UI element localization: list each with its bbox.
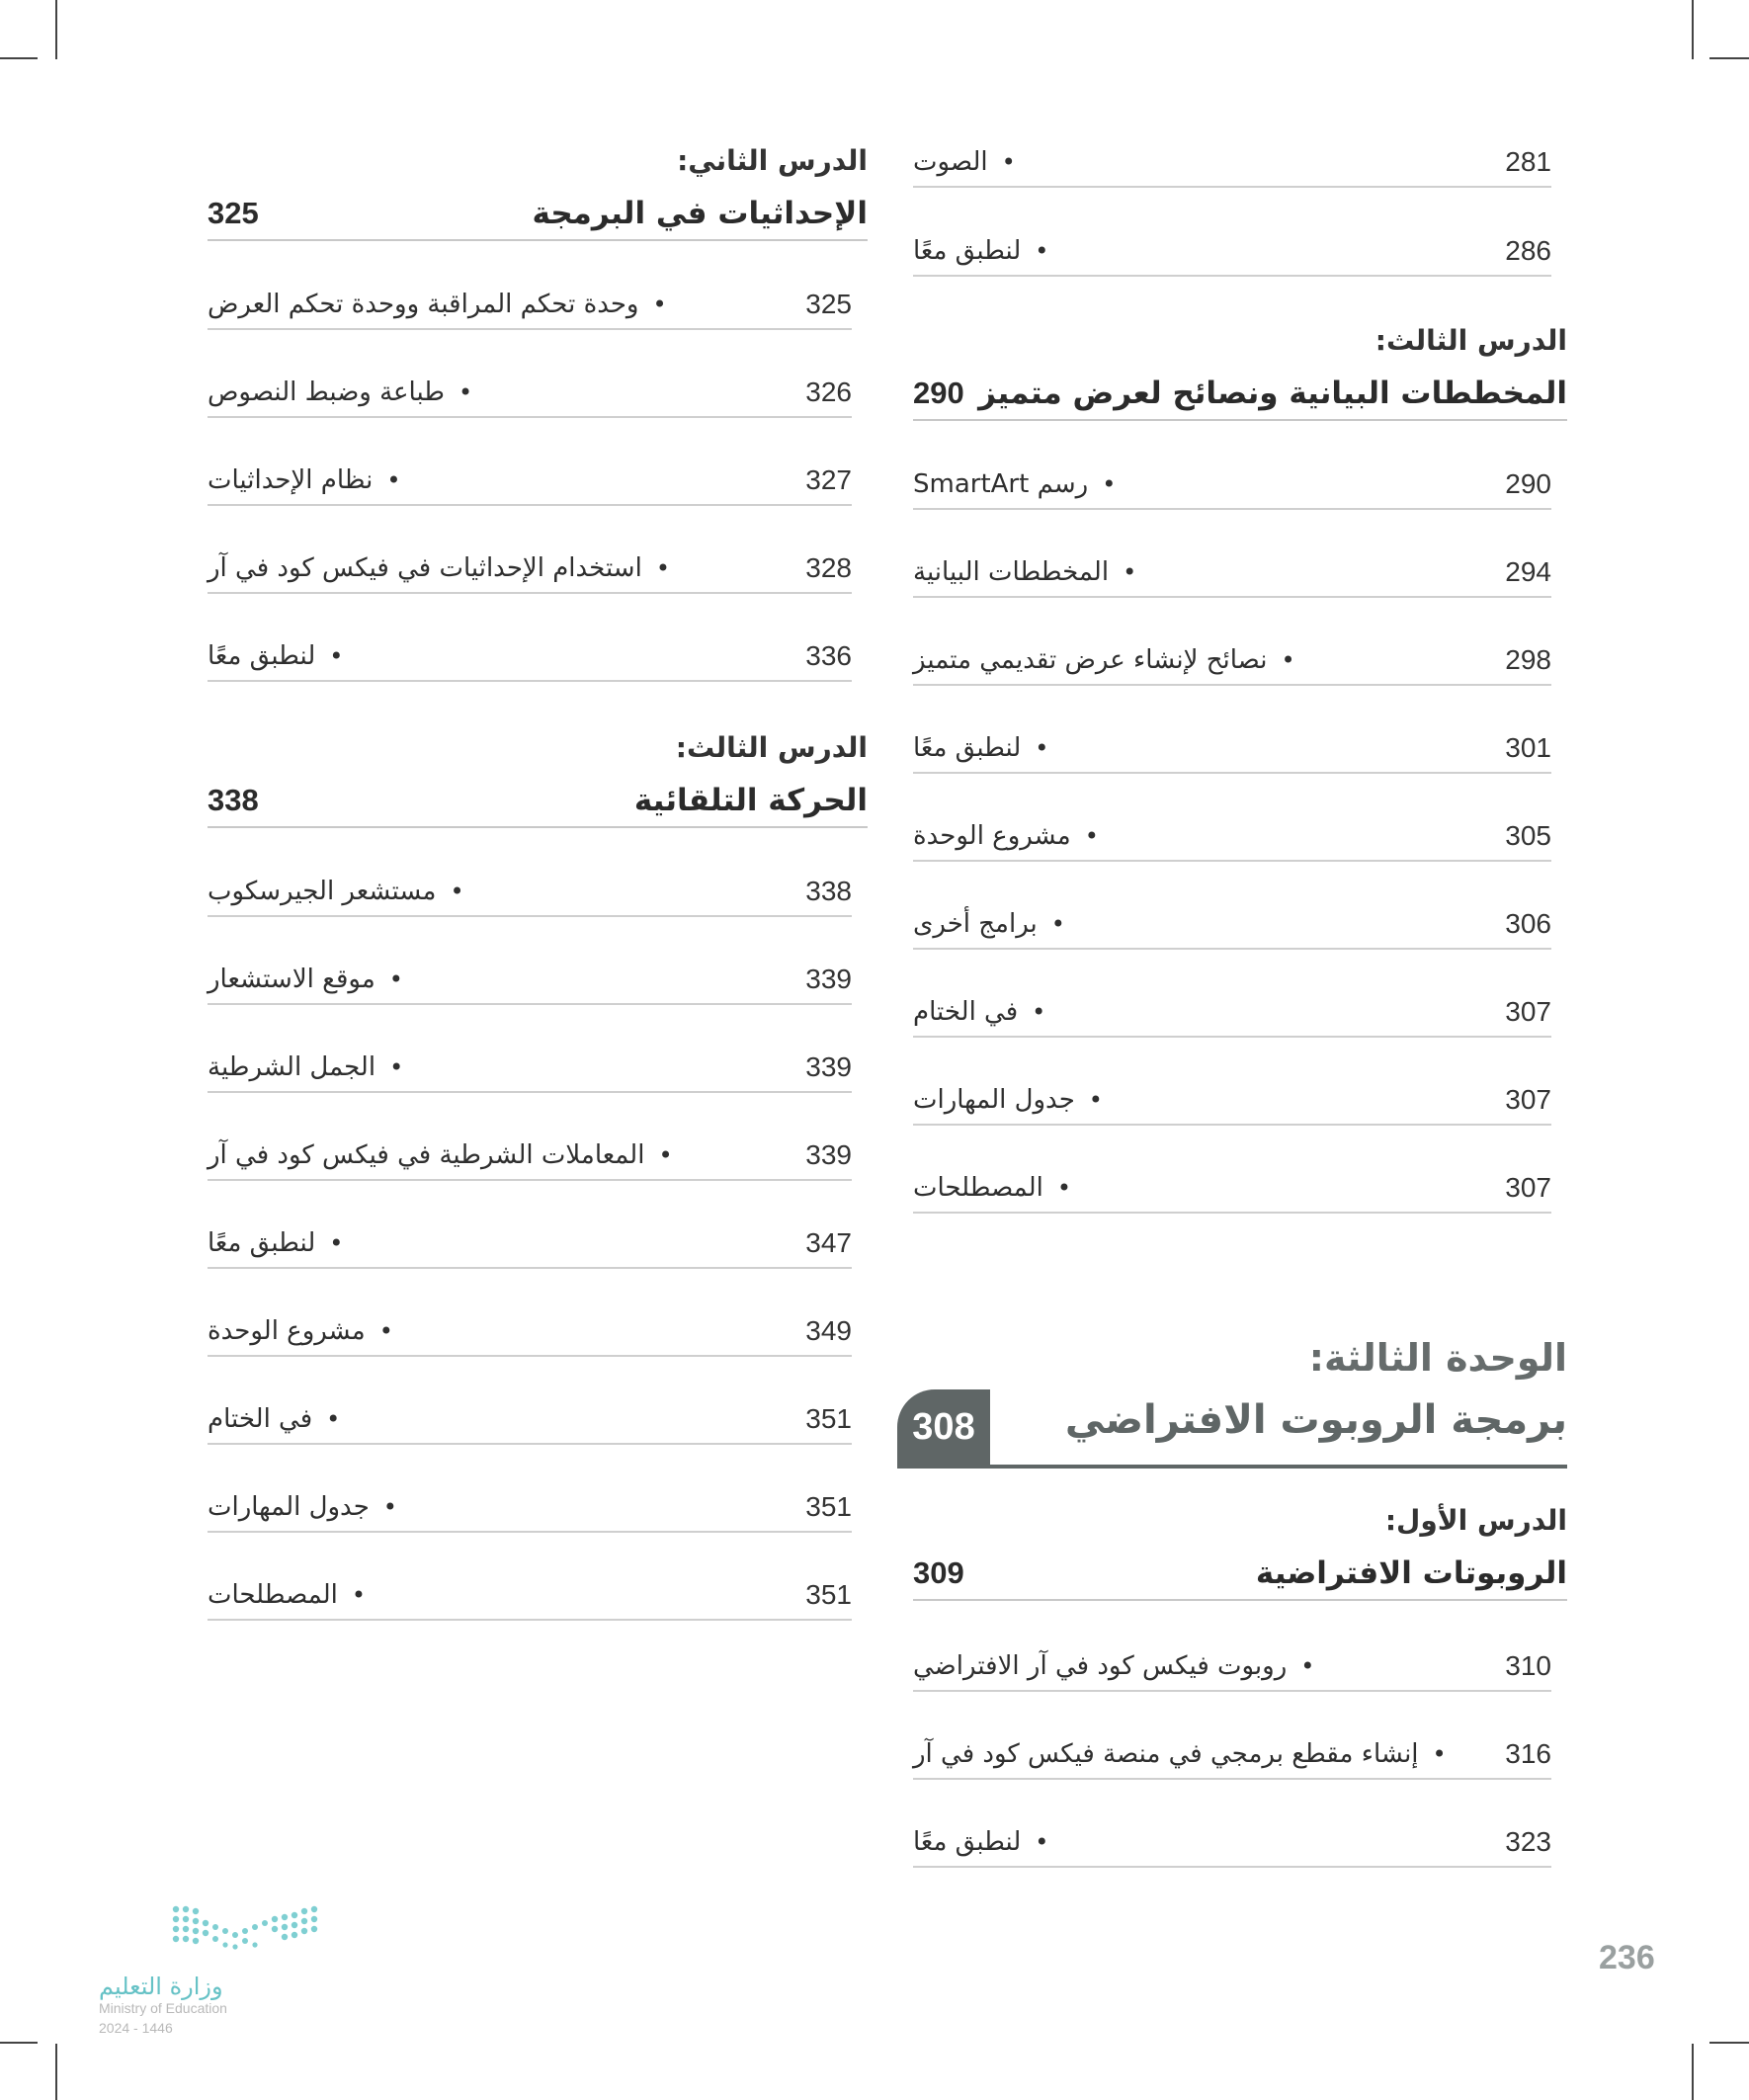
lesson-title: الحركة التلقائية (633, 783, 868, 818)
entry-page: 310 (1505, 1650, 1551, 1681)
lesson-page: 309 (913, 1555, 964, 1590)
lesson-page: 325 (208, 196, 259, 230)
entry-title: • إنشاء مقطع برمجي في منصة فيكس كود في آر (913, 1739, 1466, 1769)
toc-entry[interactable] (913, 900, 1551, 950)
entry-page: 281 (1505, 146, 1551, 177)
lesson-heading: الدرس الثالث: (1374, 324, 1567, 357)
entry-page: 286 (1505, 235, 1551, 266)
lesson-page: 338 (208, 783, 259, 817)
entry-title: • مشروع الوحدة (208, 1316, 413, 1346)
entry-page: 327 (805, 464, 852, 495)
toc-entry[interactable] (913, 227, 1551, 277)
unit-page-badge: 308 (897, 1389, 990, 1465)
entry-title: • وحدة تحكم المراقبة ووحدة تحكم العرض (208, 290, 687, 319)
toc-entry[interactable] (208, 369, 852, 418)
entry-title: • لنطبق معًا (208, 1228, 363, 1258)
entry-title: • الجمل الشرطية (208, 1052, 423, 1082)
toc-entry[interactable] (913, 724, 1551, 774)
lesson-heading: الدرس الأول: (1384, 1504, 1567, 1537)
entry-page: 326 (805, 377, 852, 407)
ministry-name-english: Ministry of Education (99, 2000, 227, 2016)
entry-title: • موقع الاستشعار (208, 965, 423, 994)
entry-title: • نظام الإحداثيات (208, 465, 420, 495)
toc-entry[interactable] (208, 281, 852, 330)
entry-title: • المصطلحات (208, 1580, 385, 1610)
toc-entry[interactable] (913, 548, 1551, 598)
entry-title: • في الختام (913, 997, 1065, 1027)
entry-title: • لنطبق معًا (208, 641, 363, 671)
entry-page: 339 (805, 1139, 852, 1170)
entry-page: 347 (805, 1227, 852, 1258)
toc-entry[interactable] (208, 1571, 852, 1621)
entry-page: 316 (1505, 1738, 1551, 1769)
crop-mark (1692, 2044, 1694, 2100)
toc-entry[interactable] (913, 1164, 1551, 1214)
entry-title: • رسم SmartArt (913, 469, 1135, 499)
toc-entry[interactable] (208, 1483, 852, 1533)
entry-title: • المصطلحات (913, 1173, 1091, 1203)
entry-title: • مستشعر الجيرسكوب (208, 877, 484, 906)
entry-title: • لنطبق معًا (913, 1827, 1068, 1857)
toc-entry[interactable] (208, 1219, 852, 1269)
crop-mark (1709, 2042, 1749, 2044)
page-number: 236 (1599, 1939, 1655, 1976)
lesson-title: الروبوتات الافتراضية (1255, 1555, 1567, 1591)
entry-page: 298 (1505, 644, 1551, 675)
entry-title: • المعاملات الشرطية في فيكس كود في آر (208, 1140, 693, 1170)
entry-page: 336 (805, 640, 852, 671)
entry-page: 349 (805, 1315, 852, 1346)
unit-title-row[interactable] (897, 1389, 1567, 1469)
entry-page: 290 (1505, 468, 1551, 499)
toc-entry[interactable] (208, 632, 852, 682)
toc-entry[interactable] (208, 956, 852, 1005)
entry-title: • لنطبق معًا (913, 733, 1068, 763)
entry-page: 325 (805, 289, 852, 319)
toc-entry[interactable] (913, 636, 1551, 686)
toc-entry[interactable] (913, 988, 1551, 1038)
lesson-title-row[interactable] (208, 775, 868, 828)
toc-entry[interactable] (913, 812, 1551, 862)
ministry-emblem-icon (97, 1897, 334, 1967)
edition-year: 2024 - 1446 (99, 2020, 173, 2036)
entry-title: • برامج أخرى (913, 909, 1085, 939)
entry-page: 351 (805, 1579, 852, 1610)
entry-title: • لنطبق معًا (913, 236, 1068, 266)
lesson-heading: الدرس الثالث: (675, 731, 868, 764)
entry-page: 307 (1505, 1084, 1551, 1115)
entry-page: 351 (805, 1491, 852, 1522)
entry-page: 339 (805, 1051, 852, 1082)
toc-entry[interactable] (208, 1395, 852, 1445)
entry-page: 338 (805, 876, 852, 906)
toc-left-column (208, 0, 868, 1680)
entry-title: • المخططات البيانية (913, 557, 1156, 587)
toc-entry[interactable] (208, 868, 852, 917)
entry-page: 306 (1505, 908, 1551, 939)
lesson-title-row[interactable] (913, 1548, 1567, 1601)
toc-entry[interactable] (208, 1307, 852, 1357)
toc-entry[interactable] (913, 1818, 1551, 1868)
crop-mark (55, 2044, 57, 2100)
toc-entry[interactable] (208, 1132, 852, 1181)
crop-mark (1709, 57, 1749, 59)
ministry-logo (97, 1897, 334, 2036)
entry-page: 307 (1505, 1172, 1551, 1203)
entry-title: • طباعة وضبط النصوص (208, 378, 492, 407)
toc-entry[interactable] (913, 1076, 1551, 1126)
entry-title: • روبوت فيكس كود في آر الافتراضي (913, 1651, 1334, 1681)
toc-entry[interactable] (208, 457, 852, 506)
lesson-title-row[interactable] (208, 188, 868, 241)
entry-page: 307 (1505, 996, 1551, 1027)
toc-entry[interactable] (913, 138, 1551, 188)
toc-entry[interactable] (208, 545, 852, 594)
entry-title: • الصوت (913, 147, 1036, 177)
entry-page: 323 (1505, 1826, 1551, 1857)
entry-title: • مشروع الوحدة (913, 821, 1119, 851)
toc-entry[interactable] (208, 1044, 852, 1093)
ministry-name-arabic: وزارة التعليم (99, 1973, 223, 2000)
entry-page: 305 (1505, 820, 1551, 851)
lesson-title: المخططات البيانية ونصائح لعرض متميز (978, 376, 1567, 411)
entry-title: • جدول المهارات (208, 1492, 417, 1522)
crop-mark (0, 2042, 38, 2044)
entry-title: • استخدام الإحداثيات في فيكس كود في آر (208, 553, 690, 583)
lesson-title-row[interactable] (913, 368, 1567, 421)
entry-page: 328 (805, 552, 852, 583)
toc-right-column (913, 0, 1567, 1878)
crop-mark (1692, 0, 1694, 59)
lesson-heading: الدرس الثاني: (677, 144, 868, 177)
toc-entry[interactable] (913, 1730, 1551, 1780)
crop-mark (55, 0, 57, 59)
entry-page: 351 (805, 1403, 852, 1434)
lesson-page: 290 (913, 376, 964, 410)
entry-title: • نصائح لإنشاء عرض تقديمي متميز (913, 645, 1315, 675)
unit-heading: الوحدة الثالثة: (1308, 1336, 1567, 1380)
entry-page: 294 (1505, 556, 1551, 587)
unit-title: برمجة الروبوت الافتراضي (1064, 1397, 1567, 1443)
toc-entry[interactable] (913, 461, 1551, 510)
entry-title: • في الختام (208, 1404, 360, 1434)
entry-page: 339 (805, 964, 852, 994)
crop-mark (0, 57, 38, 59)
toc-entry[interactable] (913, 1642, 1551, 1692)
entry-title: • جدول المهارات (913, 1085, 1123, 1115)
entry-page: 301 (1505, 732, 1551, 763)
lesson-title: الإحداثيات في البرمجة (532, 196, 868, 231)
